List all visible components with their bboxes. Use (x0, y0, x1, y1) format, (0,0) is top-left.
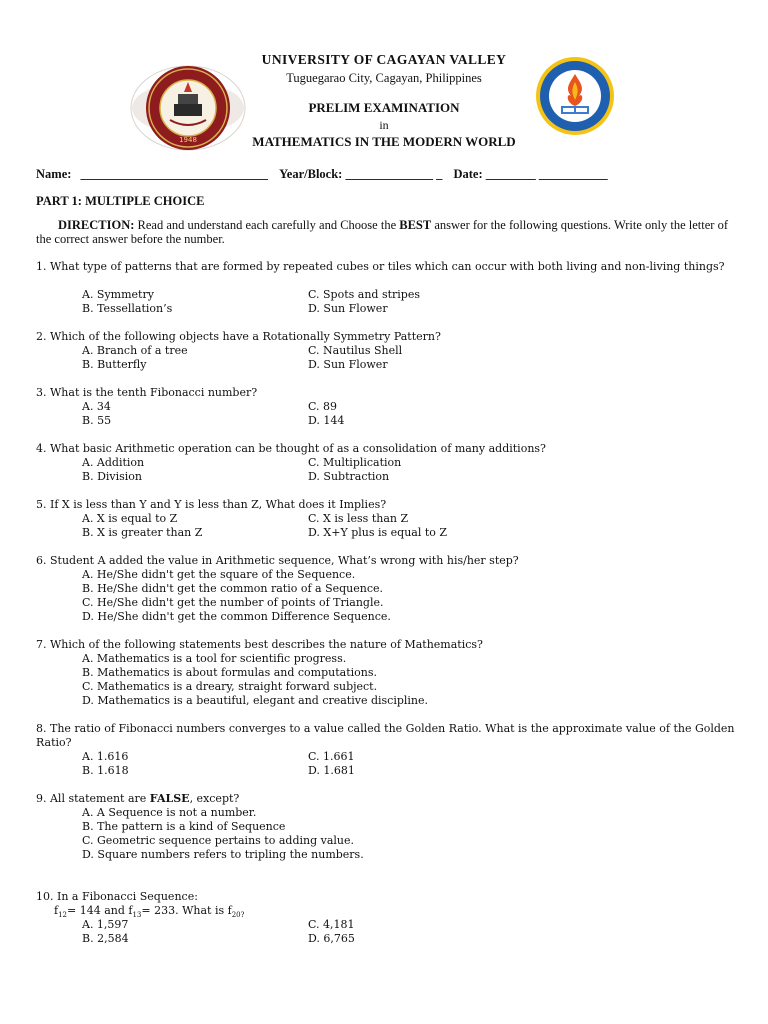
exam-subject: MATHEMATICS IN THE MODERN WORLD (252, 134, 516, 149)
q7-option-d[interactable]: D. Mathematics is a beautiful, elegant and creative discipline. (82, 694, 429, 707)
student-info-line (36, 167, 736, 182)
name-label: Name: (36, 167, 72, 181)
q1-option-d[interactable]: D. Sun Flower (308, 302, 388, 315)
name-field[interactable]: ______________________________ (80, 167, 269, 181)
q8-option-c[interactable]: C. 1.661 (308, 750, 355, 763)
q7-option-b[interactable]: B. Mathematics is about formulas and computations. (82, 666, 377, 679)
exam-title: PRELIM EXAMINATION (308, 100, 460, 115)
q9-false-word: FALSE (149, 792, 190, 805)
question-1: 1. What type of patterns that are formed by repeated cubes or tiles which can occur with both living and non-living things? (36, 260, 725, 273)
q5-option-a[interactable]: A. X is equal to Z (82, 512, 178, 525)
q3-option-c[interactable]: C. 89 (308, 400, 338, 413)
q3-option-d[interactable]: D. 144 (308, 414, 345, 427)
question-6: 6. Student A added the value in Arithmetic sequence, What’s wrong with his/her step? (36, 554, 519, 567)
date-label: Date: (453, 167, 483, 181)
q3-option-a[interactable]: A. 34 (82, 400, 111, 413)
q6-option-c[interactable]: C. He/She didn't get the number of points of Triangle. (82, 596, 384, 609)
q7-option-c[interactable]: C. Mathematics is a dreary, straight forward subject. (82, 680, 378, 693)
year-block-label: Year/Block: (279, 167, 343, 181)
q7-option-a[interactable]: A. Mathematics is a tool for scientific progress. (82, 652, 347, 665)
q8-option-a[interactable]: A. 1.616 (82, 750, 129, 763)
seal-year: 1948 (179, 136, 197, 144)
q6-option-d[interactable]: D. He/She didn't get the common Difference Sequence. (82, 610, 391, 623)
q9-option-c[interactable]: C. Geometric sequence pertains to adding value. (82, 834, 355, 847)
q10-option-d[interactable]: D. 6,765 (308, 932, 355, 945)
question-2: 2. Which of the following objects have a Rotationally Symmetry Pattern? (36, 330, 441, 343)
question-7: 7. Which of the following statements best describes the nature of Mathematics? (36, 638, 483, 651)
directions (36, 218, 736, 246)
q9-option-a[interactable]: A. A Sequence is not a number. (82, 806, 257, 819)
q3-option-b[interactable]: B. 55 (82, 414, 112, 427)
q5-option-c[interactable]: C. X is less than Z (308, 512, 409, 525)
q9-text-post: , except? (189, 792, 240, 805)
date-field[interactable]: ________ ___________ (485, 167, 608, 181)
q4-option-c[interactable]: C. Multiplication (308, 456, 402, 469)
q9-option-b[interactable]: B. The pattern is a kind of Sequence (82, 820, 286, 833)
q1-option-a[interactable]: A. Symmetry (82, 288, 154, 301)
q2-option-a[interactable]: A. Branch of a tree (82, 344, 188, 357)
q10-option-c[interactable]: C. 4,181 (308, 918, 355, 931)
q5-option-b[interactable]: B. X is greater than Z (82, 526, 203, 539)
q10-option-b[interactable]: B. 2,584 (82, 932, 129, 945)
year-block-field[interactable]: ______________ _ (345, 167, 443, 181)
q6-option-b[interactable]: B. He/She didn't get the common ratio of a Sequence. (82, 582, 384, 595)
q4-option-b[interactable]: B. Division (82, 470, 143, 483)
question-9 (36, 792, 736, 806)
university-city: Tuguegarao City, Cagayan, Philippines (286, 71, 482, 85)
direction-label: DIRECTION: (58, 218, 135, 232)
question-3: 3. What is the tenth Fibonacci number? (36, 386, 258, 399)
q5-option-d[interactable]: D. X+Y plus is equal to Z (308, 526, 448, 539)
q9-option-d[interactable]: D. Square numbers refers to tripling the numbers. (82, 848, 364, 861)
q8-option-b[interactable]: B. 1.618 (82, 764, 129, 777)
q8-option-d[interactable]: D. 1.681 (308, 764, 355, 777)
q10-given: $f_{12}= 144$ and $f_{13}= 233$. What is $f_{20?}$ (54, 904, 245, 920)
q10-option-a[interactable]: A. 1,597 (82, 918, 129, 931)
q4-option-a[interactable]: A. Addition (82, 456, 145, 469)
q9-text-pre: 9. All statement are (36, 792, 150, 805)
part-title: PART 1: MULTIPLE CHOICE (36, 194, 205, 208)
q2-option-c[interactable]: C. Nautilus Shell (308, 344, 403, 357)
q1-option-b[interactable]: B. Tessellation’s (82, 302, 173, 315)
direction-text-1: Read and understand each carefully and Choose the (134, 218, 400, 232)
q6-option-a[interactable]: A. He/She didn't get the square of the Sequence. (82, 568, 356, 581)
question-8: 8. The ratio of Fibonacci numbers converges to a value called the Golden Ratio. What is the approximate value of the Golden Ratio? (36, 722, 735, 749)
question-10: 10. In a Fibonacci Sequence: (36, 890, 198, 903)
question-4: 4. What basic Arithmetic operation can be thought of as a consolidation of many additions? (36, 442, 546, 455)
university-name: UNIVERSITY OF CAGAYAN VALLEY (261, 52, 507, 67)
direction-text-2: answer for the following questions. Write only the letter of the correct answer before the number. (36, 218, 728, 246)
q2-option-d[interactable]: D. Sun Flower (308, 358, 388, 371)
q1-option-c[interactable]: C. Spots and stripes (308, 288, 420, 301)
exam-header (0, 52, 768, 150)
question-5: 5. If X is less than Y and Y is less than Z, What does it Implies? (36, 498, 387, 511)
exam-in: in (379, 118, 389, 132)
q4-option-d[interactable]: D. Subtraction (308, 470, 390, 483)
q2-option-b[interactable]: B. Butterfly (82, 358, 147, 371)
direction-best: BEST (399, 218, 432, 232)
